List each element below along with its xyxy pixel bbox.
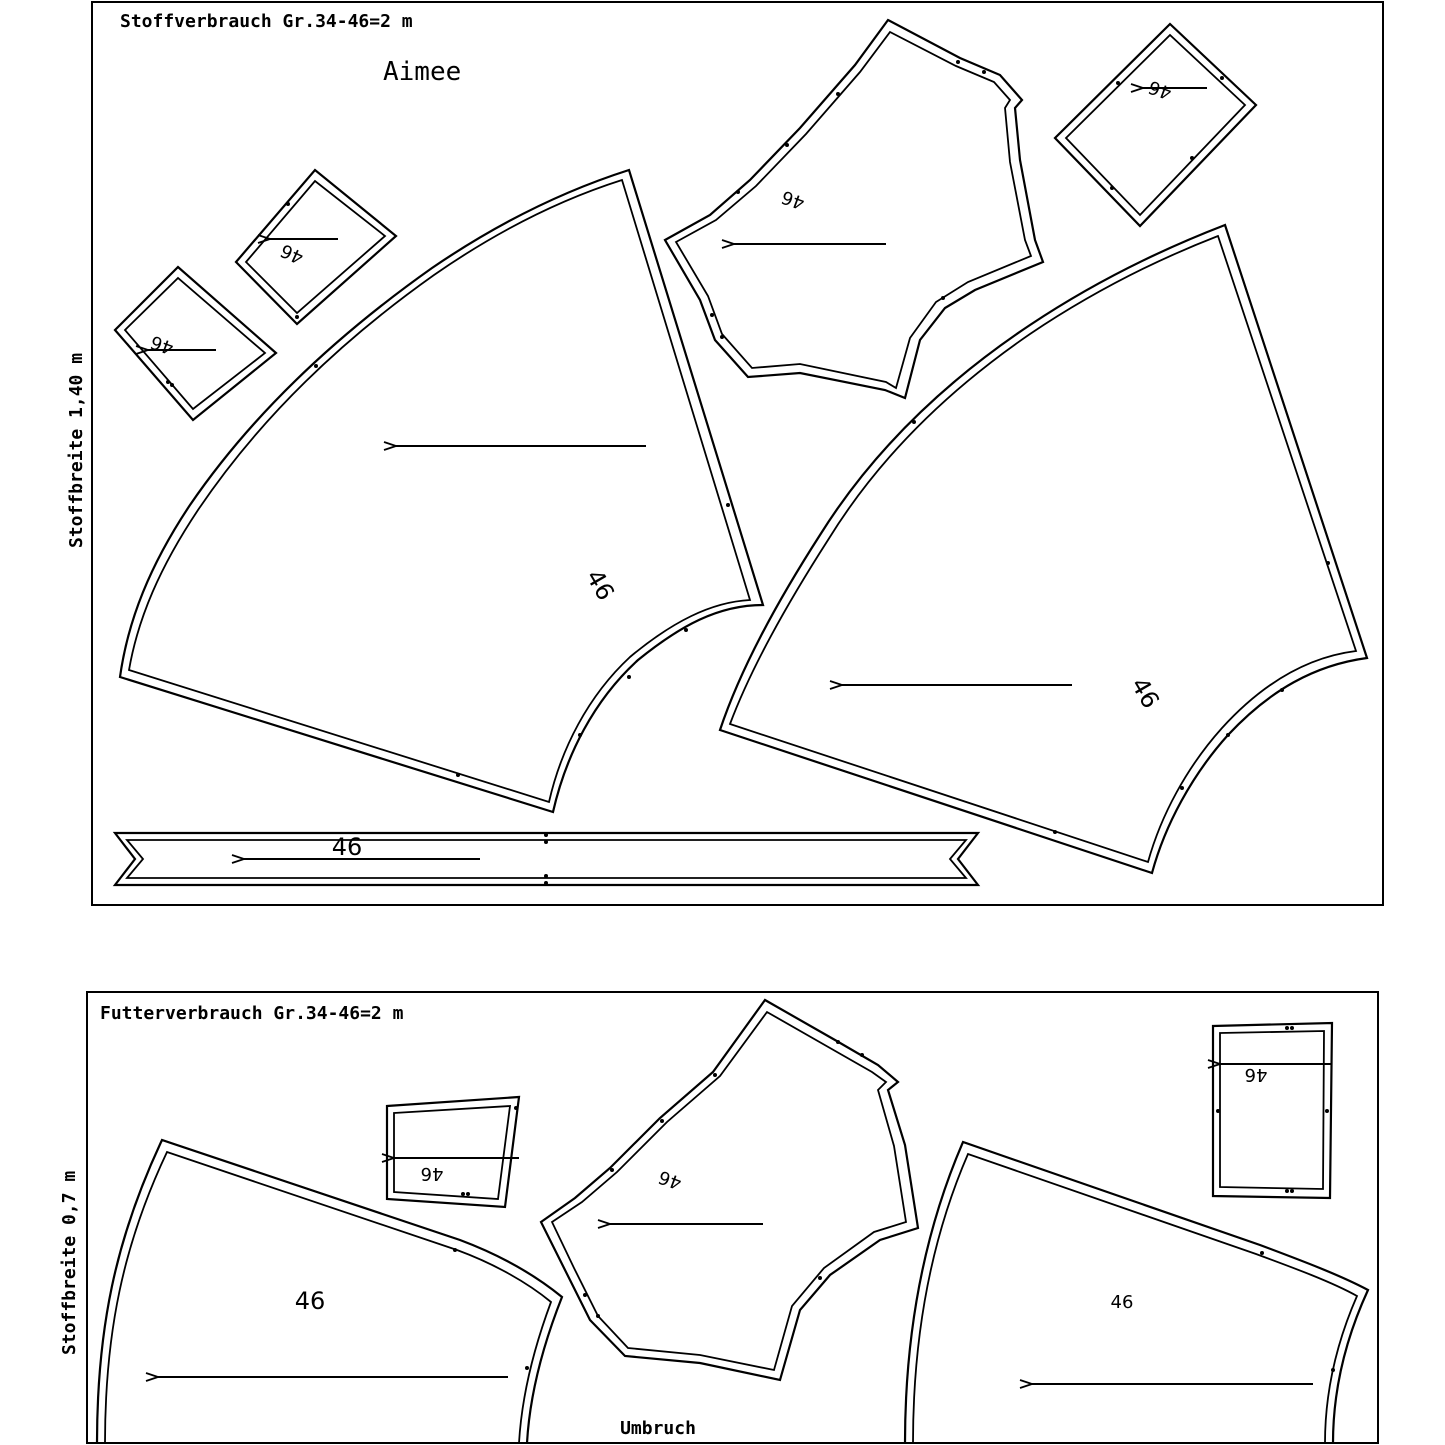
lining-skirt-right [905, 1142, 1368, 1443]
size-label: 46 [277, 239, 308, 268]
tab-piece-left-lower [115, 267, 276, 420]
lining-skirt-left [97, 1140, 562, 1443]
size-label: 46 [580, 564, 620, 606]
waistband-strip [115, 833, 978, 885]
size-label: 46 [778, 185, 808, 214]
size-label: 46 [294, 1287, 326, 1315]
lining-layout-panel [59, 992, 1378, 1443]
fabric-consumption-header: Stoffverbrauch Gr.34-46=2 m [120, 11, 413, 32]
fold-label: Umbruch [620, 1418, 696, 1439]
lining-tab-left [387, 1097, 519, 1207]
size-label: 46 [1125, 672, 1165, 714]
lining-width-label: Stoffbreite 0,7 m [59, 1170, 80, 1355]
size-label: 46 [147, 330, 177, 359]
lining-tab-right [1213, 1023, 1332, 1198]
size-label: 46 [655, 1165, 685, 1194]
tab-piece-top-right [1055, 24, 1256, 226]
size-label: 46 [1244, 1064, 1268, 1085]
size-label: 46 [331, 833, 363, 861]
skirt-panel-right [720, 225, 1367, 873]
fabric-width-label: Stoffbreite 1,40 m [66, 352, 87, 548]
fabric-layout-panel [66, 2, 1383, 905]
bodice-piece [665, 20, 1043, 398]
size-label: 46 [420, 1163, 444, 1184]
pattern-title: Aimee [383, 57, 462, 87]
lining-consumption-header: Futterverbrauch Gr.34-46=2 m [100, 1003, 404, 1024]
lining-bodice [541, 1000, 918, 1380]
size-label: 46 [1110, 1292, 1134, 1313]
size-label: 46 [1145, 75, 1175, 104]
tab-piece-left-upper [236, 170, 396, 324]
skirt-panel-left [120, 170, 763, 812]
